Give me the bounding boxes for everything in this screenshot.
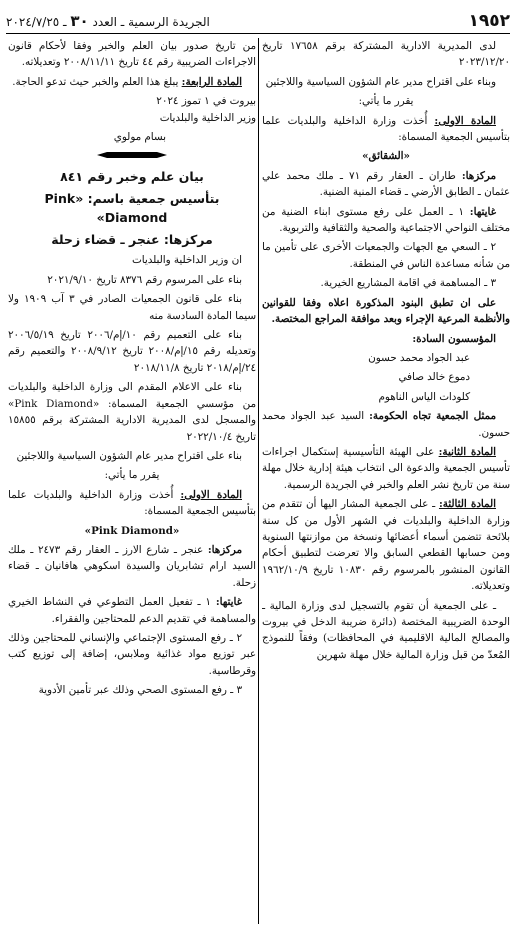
- article-text: أُخذت وزارة الداخلية والبلديات علما بتأسيس الجمعية المسماة:: [8, 488, 256, 518]
- minister-name: بسام مولوي: [113, 131, 166, 144]
- goal-2: ٢ ـ السعي مع الجهات والجمعيات الأخرى على تأمين ما من شأنه مساعدة الناس في المنطقة.: [262, 241, 510, 270]
- considering-clause: بناء على المرسوم رقم ٨٣٧٦ تاريخ ٢٠٢١/٩/١٠: [47, 273, 242, 286]
- header-rule: [6, 33, 510, 34]
- place-date: بيروت في ١ تموز ٢٠٢٤: [156, 95, 256, 108]
- article-1: [8, 487, 256, 520]
- paragraph: لدى المديرية الادارية المشتركة برقم ١٧٦٥٨ تاريخ ٢٠٢٣/١٢/٢٠: [262, 40, 510, 69]
- founder-name: كلودات الياس الناهوم: [378, 390, 470, 403]
- founder-name: عبد الجواد محمد حسون: [368, 351, 470, 364]
- decides-line: يقرر ما يأتي:: [104, 469, 160, 482]
- column-divider: [258, 38, 259, 924]
- goal-text: ١ ـ تفعيل العمل التطوعي في النشاط الخيري والمساهمة في تقديم الدعم للمحتاجين والفقراء.: [8, 596, 256, 625]
- article-text: أُخذت وزارة الداخلية والبلديات علما بتأسيس الجمعية المسماة:: [262, 114, 510, 144]
- left-column: [8, 38, 256, 926]
- article-text: يبلغ هذا العلم والخبر حيث تدعو الحاجة.: [12, 75, 182, 88]
- goal-1: [262, 204, 510, 237]
- founder-name: دموع خالد صافي: [398, 371, 470, 384]
- goal-3: ٣ ـ رفع المستوى الصحي وذلك عبر تأمين الأدوية: [38, 684, 242, 697]
- notice-title: بيان علم وخبر رقم ٨٤١: [60, 169, 204, 185]
- article-label: المادة الاولى:: [434, 114, 496, 127]
- goal-1: [8, 594, 256, 627]
- section-separator-ornament: [97, 151, 167, 159]
- goals-label: غايتها:: [469, 205, 496, 218]
- article-label: المادة الثانية:: [438, 445, 496, 458]
- article-label: المادة الاولى:: [180, 488, 242, 501]
- article-label: المادة الثالثة:: [438, 498, 496, 511]
- government-representative: [262, 408, 510, 441]
- article-text: ـ على الجمعية المشار اليها أن تتقدم من وزارة الداخلية والبلديات في الشهر الأول من كل سنة بلائحة تتضمن أسماء أعضائها ونسخة من موازنتها السنوية ومن حسابها القطعي السابق والا تعرضت لتطبيق أحكام القانون المنشور بالمرسوم رقم ١٠٨٣٠ تاريخ ١٩٦٢/١٠/٩ وتعديلاته.: [262, 498, 510, 593]
- hq-label: مركزها:: [461, 169, 496, 182]
- considering-clause: بناء على التعميم رقم ١٠/إم/٢٠٠٦ تاريخ ٢٠٠٦/٥/١٩ وتعديله رقم ١٥/إم/٢٠٠٨ تاريخ ٢٠٠٨/٩/١٢ والتعميم رقم ٢٤/إم/٢٠١٨ تاريخ ٢٠١٨/١١/٨: [8, 329, 256, 374]
- goal-3: ٣ ـ المساهمة في اقامة المشاريع الخيرية.: [320, 277, 496, 290]
- right-column: [262, 38, 510, 926]
- running-header: الجريدة الرسمية ـ العدد ٣٠ ـ ٢٠٢٤/٧/٢٥: [6, 12, 210, 30]
- goals-label: غايتها:: [215, 596, 242, 609]
- association-name: «الشقائق»: [362, 150, 410, 163]
- minister-title: وزير الداخلية والبلديات: [159, 111, 256, 124]
- considering-clause: بناء على قانون الجمعيات الصادر في ٣ آب ١٩٠٩ ولا سيما المادة السادسة منه: [8, 293, 256, 322]
- hq-text: طاران ـ العقار رقم ٧١ ـ ملك محمد علي عثمان ـ الطابق الأرضي ـ قضاء المنية الضنية.: [262, 169, 510, 199]
- issue-number: ٣٠: [70, 12, 89, 30]
- paragraph: من تاريخ صدور بيان العلم والخبر وفقا لأحكام قانون الاجراءات الضريبية رقم ٤٤ تاريخ ٢٠٠٨/١١/١١ وتعديلاته.: [8, 40, 256, 69]
- headquarters: [8, 542, 256, 591]
- founders-label: المؤسسون السادة:: [412, 332, 496, 345]
- paragraph: وبناء على اقتراح مدير عام الشؤون السياسية واللاجئين: [265, 75, 496, 88]
- notice-subtitle: بتأسيس جمعية باسم: «Pink Diamond»: [44, 191, 220, 226]
- article-2: [262, 444, 510, 493]
- hq-text: عنجر ـ شارع الارز ـ العقار رقم ٢٤٧٣ ـ ملك السيد ارام تشابريان والسيدة اسكوهي هافانيان ـ قضاء زحلة.: [8, 543, 256, 589]
- decides-line: يقرر ما يأتي:: [358, 95, 414, 108]
- article-1: [262, 113, 510, 146]
- goal-2: ٢ ـ رفع المستوى الإجتماعي والإنساني للمحتاجين وذلك عبر توزيع مواد غذائية وملابس، إضافة إلى توزيع كتب وقرطاسية.: [8, 631, 256, 677]
- page-number: ١٩٥٢: [468, 11, 510, 31]
- rep-label: ممثل الجمعية تجاه الحكومة:: [369, 410, 497, 423]
- article-3-part-2: ـ على الجمعية أن تقوم بالتسجيل لدى وزارة المالية ـ الوحدة الضريبية المختصة (دائرة ضريبة الدخل في بيروت والمصالح المالية الاقليمية في المحافظات) وفقاً للنموذج المُعدّ من قبل وزارة المالية خلال مهلة شهرين: [262, 599, 510, 661]
- rep-text: السيد عبد الجواد محمد حسون.: [262, 410, 510, 439]
- notice-headquarters: مركزها: عنجر ـ قضاء زحلة: [51, 232, 213, 248]
- issue-date: ٢٠٢٤/٧/٢٥: [6, 15, 60, 29]
- article-text: على الهيئة التأسيسية إستكمال اجراءات تأسيس الجمعية والدعوة الى انتخاب هيئة إدارية خلال مهلة سنة من تاريخ نشر العلم والخبر في الجريدة الرسمية.: [262, 445, 510, 491]
- article-label: المادة الرابعة:: [181, 75, 242, 88]
- intro-line: ان وزير الداخلية والبلديات: [132, 254, 242, 267]
- association-name: «Pink Diamond»: [84, 524, 180, 537]
- article-4: [8, 74, 256, 90]
- hq-label: مركزها:: [207, 543, 242, 556]
- headquarters: [262, 168, 510, 201]
- goal-text: ١ ـ العمل على رفع مستوى ابناء الضنية من مختلف النواحي الاجتماعية والصحية والثقافية والتربوية.: [262, 205, 510, 235]
- considering-clause: بناء على الاعلام المقدم الى وزارة الداخلية والبلديات من مؤسسي الجمعية المسماة: «Pink Diamond» والمسجل لدى المديرية الادارية المشتركة برقم ١٥٨٥٥ تاريخ ٢٠٢٢/١٠/٤: [8, 381, 256, 443]
- article-3: [262, 496, 510, 594]
- journal-name: الجريدة الرسمية ـ العدد: [92, 15, 210, 29]
- condition-clause: على ان تطبق البنود المذكورة اعلاه وفقا للقوانين والأنظمة المرعية الإجراء وبعد موافقة المراجع المختصة.: [262, 296, 510, 326]
- page-header: [6, 10, 510, 32]
- considering-clause: بناء على اقتراح مدير عام الشؤون السياسية واللاجئين: [16, 449, 242, 462]
